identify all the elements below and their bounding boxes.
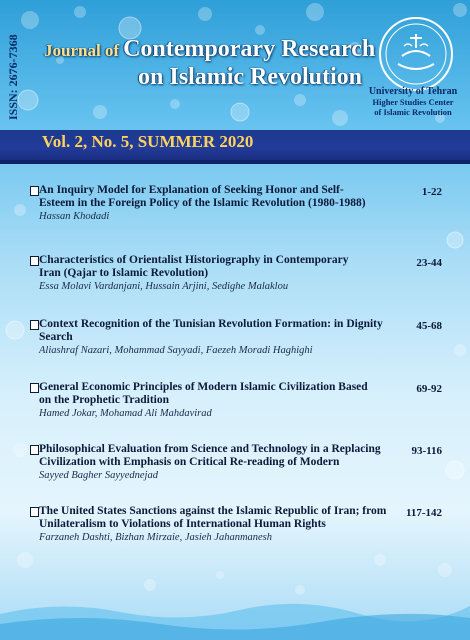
article-title-line2: Iran (Qajar to Islamic Revolution) (39, 267, 209, 279)
article-title-line2: Esteem in the Foreign Policy of the Islamic Revolution (1980-1988) (39, 197, 366, 209)
publisher-line1: University of Tehran (368, 86, 458, 97)
article-title-line1: Characteristics of Orientalist Historiography in Contemporary (39, 254, 349, 266)
checkbox-icon (30, 383, 39, 393)
checkbox-icon (30, 256, 39, 266)
article-pages: 45-68 (416, 320, 442, 332)
article-title-line1: Philosophical Evaluation from Science and Technology in a Replacing (39, 443, 381, 455)
article-pages: 1-22 (421, 186, 442, 198)
bottom-wave-decoration (0, 596, 470, 640)
publisher-line3: of Islamic Revolution (374, 107, 452, 117)
publisher-block (356, 86, 470, 117)
article-title (30, 381, 399, 407)
article-title (30, 505, 399, 531)
article-pages: 93-116 (411, 445, 442, 457)
article-authors: Farzaneh Dashti, Bizhan Mirzaie, Jasieh Jahanmanesh (39, 532, 273, 543)
checkbox-icon (30, 320, 39, 330)
article-title-line1: General Economic Principles of Modern Islamic Civilization Based (39, 381, 368, 393)
journal-title-line2: on Islamic Revolution (138, 64, 363, 90)
article-authors: Sayyed Bagher Sayyednejad (39, 470, 158, 481)
article-authors: Essa Molavi Vardanjani, Hussain Arjini, Sedighe Malaklou (39, 281, 289, 292)
issue-bar-underline (0, 160, 470, 164)
publisher-line2: Higher Studies Center (372, 97, 454, 107)
article-title (30, 443, 399, 469)
journal-title-line1 (44, 36, 375, 63)
article-title-line1: Context Recognition of the Tunisian Revolution Formation: in Dignity (39, 318, 383, 330)
issn-number: ISSN: 2676-7368 (6, 34, 20, 120)
article-title-line2: Civilization with Emphasis on Critical Re-reading of Modern (39, 456, 340, 468)
article-title-line1: The United States Sanctions against the Islamic Republic of Iran; from (39, 505, 387, 517)
checkbox-icon (30, 507, 39, 517)
article-authors: Aliashraf Nazari, Mohammad Sayyadi, Faezeh Moradi Haghighi (39, 345, 313, 356)
article-pages: 117-142 (405, 507, 442, 519)
article-title-line2: Unilateralism to Violations of International Human Rights (39, 518, 326, 530)
checkbox-icon (30, 186, 39, 196)
journal-title-prefix: Journal of (44, 41, 120, 60)
article-title (30, 318, 399, 344)
university-logo (378, 16, 454, 92)
issue-label: Vol. 2, No. 5, SUMMER 2020 (42, 132, 254, 151)
article-pages: 23-44 (416, 257, 442, 269)
article-title (30, 254, 399, 280)
article-title-line2: on the Prophetic Tradition (39, 394, 170, 406)
article-authors: Hassan Khodadi (39, 211, 110, 222)
article-title (30, 184, 399, 210)
checkbox-icon (30, 445, 39, 455)
article-title-line2: Search (39, 331, 73, 343)
article-title-line1: An Inquiry Model for Explanation of Seeking Honor and Self- (39, 184, 344, 196)
article-pages: 69-92 (416, 383, 442, 395)
article-authors: Hamed Jokar, Mohamad Ali Mahdavirad (39, 408, 212, 419)
journal-title-main: Contemporary Research (123, 36, 376, 62)
